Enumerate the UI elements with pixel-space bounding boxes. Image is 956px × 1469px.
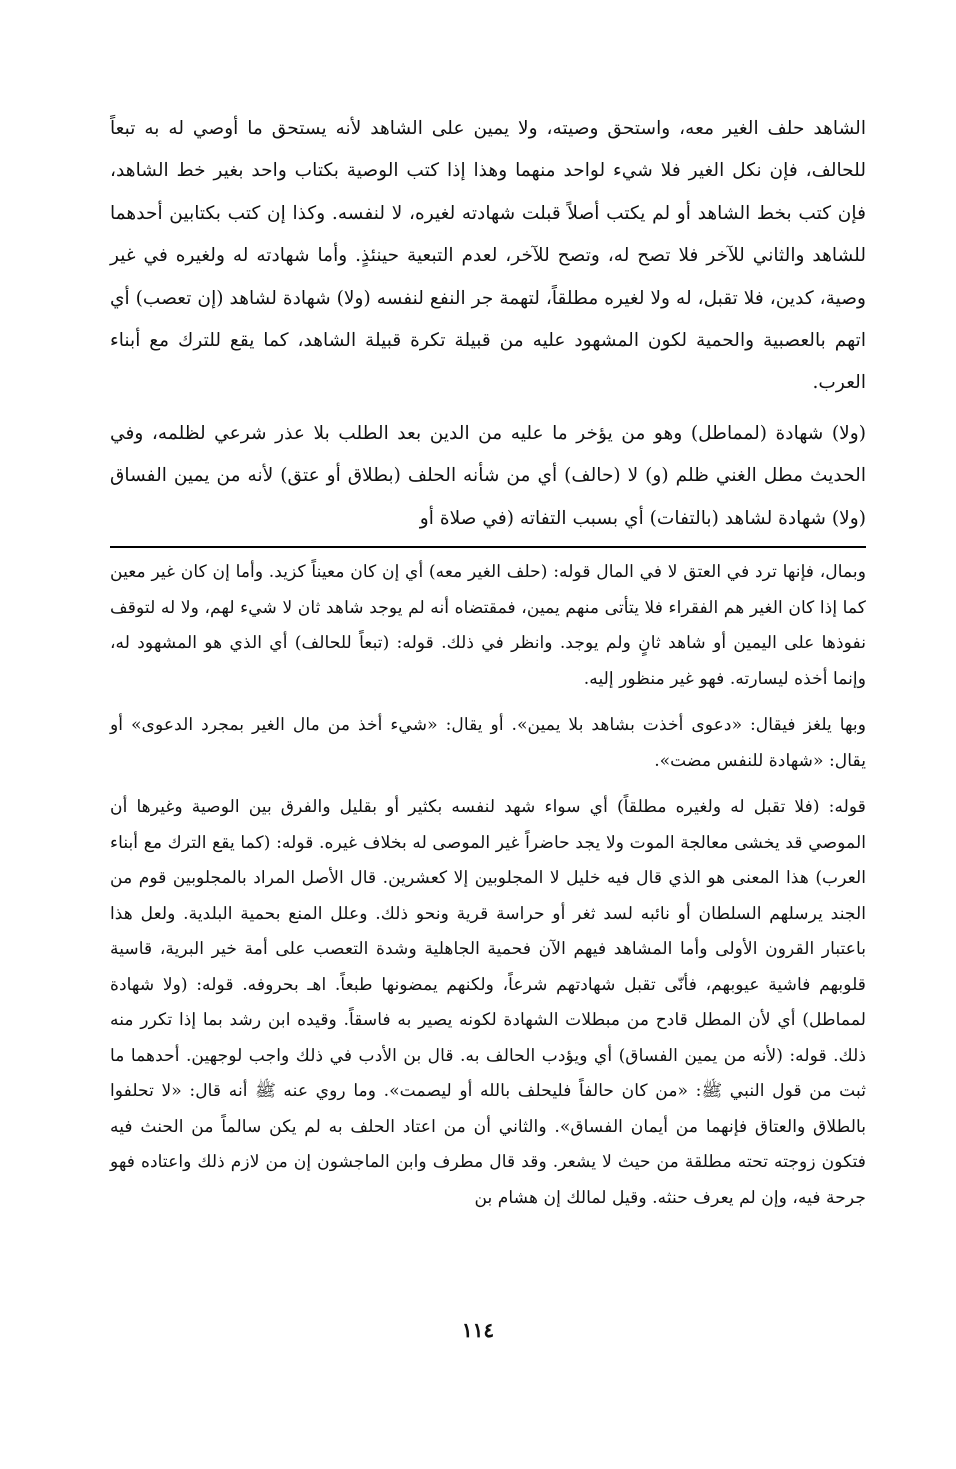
main-paragraph-2: (ولا) شهادة (لمماطل) وهو من يؤخر ما عليه من الدين بعد الطلب بلا عذر شرعي لظلمه، وفي الحديث مطل الغني ظلم (و) لا (حالف) أي من شأنه الحلف (بطلاق أو عتق) لأنه من يمين الفساق (ولا) شهادة لشاهد (بالتفات) أي بسبب التفاته (في صلاة أو bbox=[110, 422, 866, 529]
footnote-paragraph-3: قوله: (فلا تقبل له ولغيره مطلقاً) أي سواء شهد لنفسه بكثير أو بقليل والفرق بين الوصية وغيرها أن الموصي قد يخشى معالجة الموت ولا يجد حاضراً غير الموصى له بخلاف غيره. قوله: (كما يقع الترك مع أبناء العرب) هذا المعنى هو الذي قال فيه خليل لا المجلوبين إلا كعشرين. قال الأصل المراد بالمجلوبين قوم من الجند يرسلهم السلطان أو نائبه لسد ثغر أو حراسة قرية ونحو ذلك. وعلل المنع بحمية البلدية. ولعل هذا باعتبار القرون الأولى وأما المشاهد فيهم الآن فحمية الجاهلية وشدة التعصب على أمة خير البرية، قاسية قلوبهم فاشية عيوبهم، فأنّى تقبل شهادتهم شرعاً، ولكنهم يمضونها طبعاً. اهـ بحروفه. قوله: (ولا شهادة لمماطل) أي لأن المطل قادح من مبطلات الشهادة لكونه يصير به فاسقاً. وقيده ابن رشد بما إذا تكرر منه ذلك. قوله: (لأنه من يمين الفساق) أي ويؤدب الحالف به. قال بن الأدب في ذلك واجب لوجهين. أحدهما ما ثبت من قول النبي ﷺ: «من كان حالفاً فليحلف بالله أو ليصمت». وما روي عنه ﷺ أنه قال: «لا تحلفوا بالطلاق والعتاق فإنهما من أيمان الفساق». والثاني أن من اعتاد الحلف به لم يكن سالماً من الحنث فيه فتكون زوجته تحته مطلقة من حيث لا يشعر. وقد قال مطرف وابن الماجشون إن من لازم ذلك واعتاده فهو جرحة فيه، وإن لم يعرف حنثه. وقيل لمالك إن هشام بن bbox=[110, 797, 866, 1208]
page-number: ١١٤ bbox=[461, 1318, 495, 1342]
main-paragraph-1: الشاهد حلف الغير معه، واستحق وصيته، ولا يمين على الشاهد لأنه يستحق ما أوصي له به تبعاً للحالف، فإن نكل الغير فلا شيء لواحد منهما وهذا إذا كتب الوصية بكتاب واحد بغير خط الشاهد، فإن كتب بخط الشاهد أو لم يكتب أصلاً قبلت شهادته لغيره، لا لنفسه. وكذا إن كتب بكتابين أحدهما للشاهد والثاني للآخر فلا تصح له، وتصح للآخر، لعدم التبعية حينئذٍ. وأما شهادته له ولغيره في غير وصية، كدين، فلا تقبل، له ولا لغيره مطلقاً، لتهمة جر النفع لنفسه (ولا) شهادة لشاهد (إن تعصب) أي اتهم بالعصبية والحمية لكون المشهود عليه من قبيلة تكرة قبيلة الشاهد، كما يقع للترك مع أبناء العرب. bbox=[110, 118, 866, 394]
footnote-paragraph-2: وبها يلغز فيقال: «دعوى أخذت بشاهد بلا يمين». أو يقال: «شيء أخذ من مال الغير بمجرد الدعوى» أو يقال: «شهادة للنفس مضت». bbox=[110, 715, 866, 771]
footnotes bbox=[110, 555, 866, 1216]
footnote-paragraph-1: وبمال، فإنها ترد في العتق لا في المال قوله: (حلف الغير معه) أي إن كان معيناً كزيد. وأما إن كان غير معين كما إذا كان الغير هم الفقراء فلا يتأتى منهم يمين، فمقتضاه أنه لم يوجد شاهد ثان لا شيء لهم، ولا له لتوقف نفوذها على اليمين أو شاهد ثانٍ ولم يوجد. وانظر في ذلك. قوله: (تبعاً للحالف) أي الذي هو المشهود له، وإنما أخذه ليسارته. فهو غير منظور إليه. bbox=[110, 562, 866, 689]
main-text bbox=[110, 108, 866, 540]
footnote-separator bbox=[110, 546, 866, 548]
